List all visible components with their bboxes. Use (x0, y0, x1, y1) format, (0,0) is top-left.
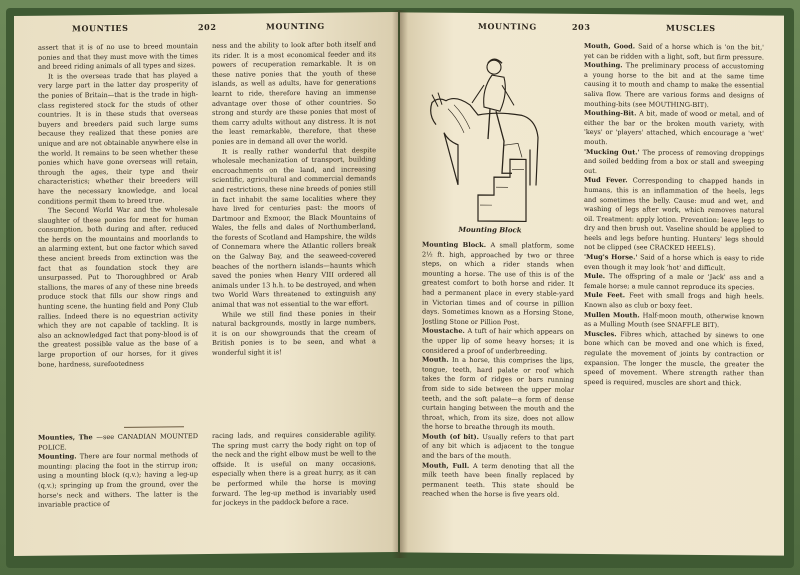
headword: 'Mug's Horse.' (584, 252, 641, 262)
definition: There are four normal methods of mounting: placing the foot in the stirrup iron; using a mounting block (q.v.); having a leg-up (q.v.); springing up from the ground, over the horse's neck and withers. The latter is the invariable practice of (38, 451, 198, 509)
dictionary-entry (38, 432, 198, 453)
definition: —see CANADIAN MOUNTED POLICE. (38, 432, 198, 452)
definition: The preliminary process of accustoming a young horse to the bit and at the same time causing it to mouth and champ to make the essential saliva flow. There are various forms and designs of mouthing-bits (see MOUTHING-BIT). (584, 61, 764, 109)
paragraph: The Second World War and the wholesale slaughter of these ponies for meat for human consumption, both during and after, reduced the herds on the mountains and moorlands to an alarming extent, but one factor which saved these ancient breeds from extinction was the fact that as foundation stock they are unsurpassed. Put to Thoroughbred or Arab stallions, the mares of any of these nine breeds produce stock that fills our show rings and hunting scene, the hunting field and Pony Club rallies. Indeed there is no equestrian activity which they are not capable of tackling. It is also an acknowledged fact that pony-blood is of the greatest possible value as the base of a large proportion of our horses, for it gives bone, hardness, surefootedness (38, 205, 198, 369)
definition: Feet with small frogs and high heels. Known also as club or boxy feet. (584, 291, 764, 310)
paragraph: assert that it is of no use to breed mountain ponies and that they must move with the times and breed riding animals of all types and sizes. (38, 42, 198, 71)
left-running-head (36, 20, 380, 38)
paragraph: It is the overseas trade that has played a very large part in the latter day prosperity of the ponies of Britain—that is the trade in high-class registered stock for the studs of other countries. It is in these studs that overseas buyers and breeders paid such large sums because they realized that these ponies are unique and are not obtainable anywhere else in the world. It remains to be seen whether these ponies which have gone overseas will retain, through the ages, their type and their characteristics; whether their breeders will have the necessary knowledge, and local conditions permit them to breed true. (38, 70, 198, 206)
dictionary-entry (422, 241, 574, 329)
right-page-number: 203 (572, 21, 591, 32)
dictionary-entry (422, 356, 574, 434)
definition: A tuft of hair which appears on the upper lip of some heavy horses; it is considered a proof of underbreeding. (422, 327, 574, 356)
dictionary-entry (422, 432, 574, 462)
definition: Half-moon mouth, otherwise known as a Mulling Mouth (see SNAFFLE BIT). (584, 311, 764, 330)
headword: Mounting Block. (422, 240, 491, 250)
left-header-left: MOUNTIES (72, 22, 129, 34)
dictionary-entry (584, 253, 764, 274)
mounting-block-illustration (418, 44, 560, 223)
leg-up-paragraph: racing lads, and requires considerable agility. The spring must carry the body right on top of the neck and the right elbow must be well to the offside. It is useful on many occasions, especially when there is a great hurry, as it can be performed while the horse is moving forward. The leg-up method is invariably used for jockeys in the paddock before a race. (212, 430, 376, 508)
headword: Mouthing-Bit. (584, 109, 640, 118)
dictionary-entry (584, 291, 764, 312)
headword: Mounties, The (38, 433, 97, 442)
definition: Corresponding to chapped hands in humans, this is an inflammation of the heels, legs and sometimes the belly. Cause: mud and wet, and washing of legs after work, which removes natural oil. Treatment: apply lotion. Prevention: leave legs to dry and then brush out. Vaseline should be applied to heels and legs before hunting. Hunters' legs should not be clipped (see CRACKED HEELS). (584, 176, 764, 253)
definition: In a horse, this comprises the lips, tongue, teeth, hard palate or roof which takes the form of ridges or bars running from side to side between the upper molar teeth, and the soft palate—a form of dense curtain hanging between the mouth and the throat, which, from its size, does not allow the horse to breathe through its mouth. (422, 355, 574, 432)
dictionary-entry (584, 330, 764, 389)
left-lower-column-1 (38, 432, 198, 546)
right-header-left: MOUNTING (478, 21, 537, 32)
definition: Usually refers to that part of any bit which is adjacent to the tongue and the bars of the mouth. (422, 432, 574, 461)
headword: Mouth, Full. (422, 461, 473, 470)
dictionary-entry (584, 42, 764, 63)
headword: Mud Fever. (584, 176, 633, 185)
dictionary-entry (584, 109, 764, 149)
left-header-right: MOUNTING (266, 20, 325, 32)
left-column-2 (212, 40, 376, 420)
headword: Moustache. (422, 326, 468, 336)
definition: A term denoting that all the milk teeth have been finally replaced by permanent teeth. This state should be reached when the horse is five years old. (422, 461, 574, 500)
rider-arms (472, 85, 514, 105)
left-column-1 (38, 42, 198, 422)
headword: Mouth (of bit). (422, 432, 483, 441)
headword: Mullen Mouth. (584, 310, 643, 320)
dictionary-entry (584, 311, 764, 332)
headword: 'Mucking Out.' (584, 147, 643, 156)
dictionary-entry (584, 176, 764, 254)
paragraph: While we still find these ponies in their natural backgrounds, mostly in large numbers, it is on our showgrounds that the cream of British ponies is to be seen, and what a wonderful sight it is! (212, 308, 376, 357)
headword: Mouth, Good. (584, 41, 639, 51)
dictionary-entry (38, 451, 198, 510)
headword: Mouthing. (584, 61, 626, 70)
rider-legs (488, 109, 512, 173)
figure-caption: Mounting Block (458, 224, 522, 235)
dictionary-entry (584, 272, 764, 293)
paragraph: ness and the ability to look after both itself and its rider. It is a most economical feeder and its powers of recuperation remarkable. It is on these native ponies that the youth of these islands, as well as adults, have for generations learnt to ride, therefore having an immense advantage over those of other countries. So strong and sturdy are these ponies that most of them carry adults without any distress. It is not the least remarkable, therefore, that these ponies are in demand all over the world. (212, 40, 376, 146)
left-page-number: 202 (198, 21, 217, 33)
dictionary-entry (422, 461, 574, 501)
headword: Muscles. (584, 329, 621, 339)
headword: Mule Feet. (584, 291, 630, 300)
definition: The process of removing droppings and soiled bedding from a box or stall and sweeping out. (584, 147, 764, 175)
dictionary-entry (422, 327, 574, 357)
headword: Mule. (584, 272, 610, 281)
right-column-1 (422, 241, 574, 542)
headword: Mouth. (422, 355, 453, 364)
horse-mane (448, 105, 470, 133)
left-page (14, 12, 398, 556)
dictionary-entry (584, 61, 764, 111)
horse-outline (431, 98, 538, 185)
definition: Said of a horse which is 'on the bit,' yet can be ridden with a light, soft, but firm pressure. (584, 42, 764, 62)
paragraph: It is really rather wonderful that despite wholesale mechanization of transport, building encroachments on the land, and increasing scientific, agricultural and commercial demands and restrictions, these nine breeds of ponies still in fact inhabit the same localities where they have lived for centuries past: the moors of Dartmoor and Exmoor, the Black Mountains of Wales, the fells and dales of Northumberland, the forests of Scotland and Hampshire, the wilds of Connemara where the Atlantic rollers break on the Galway Bay, and the seaweed-covered beaches of the northern islands—haunts which saved the ponies when Henry VIII ordered all animals under 13 h.h. to be destroyed, and when two World Wars threatened to extinguish any animal that was not essential to the war effort. (212, 145, 376, 309)
right-column-2 (584, 42, 764, 544)
left-lower-column-2 (212, 430, 376, 544)
book-gutter (392, 10, 408, 558)
right-page (400, 12, 784, 555)
right-header-right: MUSCLES (666, 22, 716, 34)
section-divider (124, 426, 184, 428)
definition: Said of a horse which is easy to ride even though it may look 'hot' and difficult. (584, 253, 764, 272)
definition: The offspring of a male or 'Jack' ass and a female horse; a mule cannot reproduce its species. (584, 272, 764, 292)
definition: Fibres which, attached by sinews to one bone which can be moved and one which is fixed, regulate the movement of joints by contraction or expansion. The longer the muscle, the greater the speed of movement. Where strength rather than speed is required, muscles are short and thick. (584, 330, 764, 388)
right-running-head (422, 21, 766, 38)
dictionary-entry (584, 147, 764, 177)
headword: Mounting. (38, 452, 80, 461)
step-hatching (480, 169, 524, 205)
rider-body (484, 75, 506, 111)
stirrup-leather (504, 143, 522, 157)
definition: A bit, made of wood or metal, and of either the bar or the broken mouth variety, with 'keys' or 'players' attached, which encourage a 'wet' mouth. (584, 109, 764, 147)
definition: A small platform, some 2½ ft. high, approached by two or three steps, on which a rider stands when mounting a horse. The use of this is of the greatest comfort to both horse and rider. It had a permanent place in every stable-yard in Victorian times and of course in pillion days. Sometimes known as a Horsing Stone, Jostling Stone or Pillion Post. (422, 241, 574, 327)
